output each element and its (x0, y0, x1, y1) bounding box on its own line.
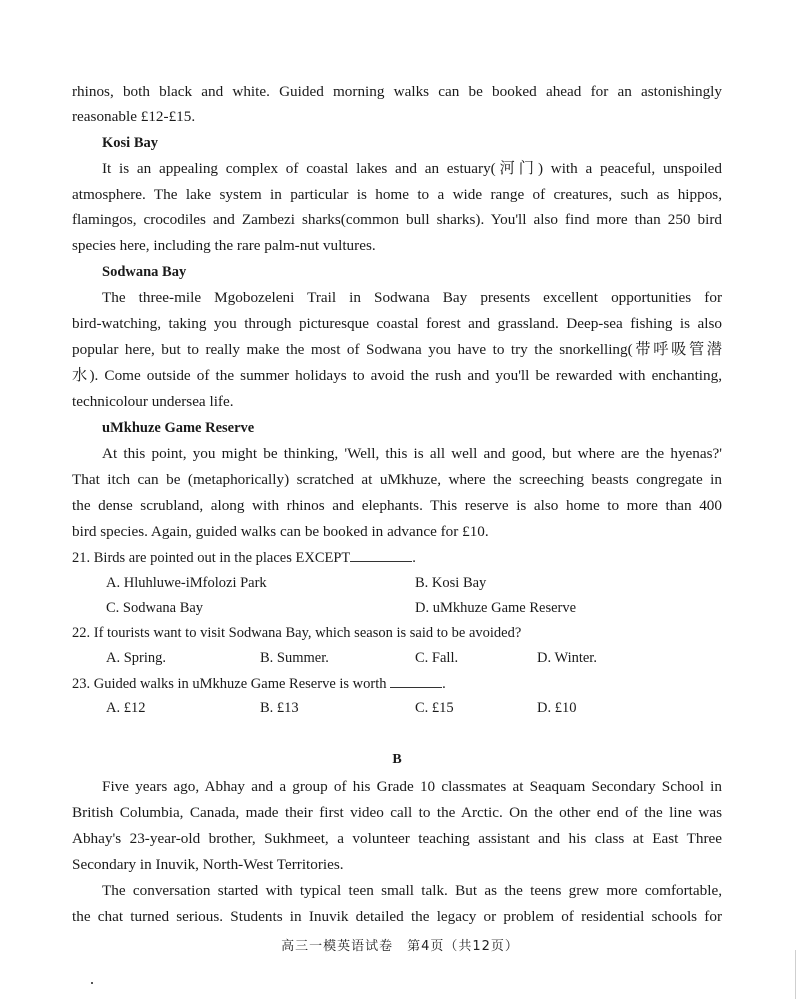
option-22-d: D. Winter. (537, 650, 597, 666)
passage-line: At this point, you might be thinking, 'Well, this is all well and good, but where are the hyenas?' (102, 445, 722, 462)
passage-line: reasonable £12-£15. (72, 108, 196, 125)
question-22 (72, 623, 521, 643)
passage-line: species here, including the rare palm-nut vultures. (72, 237, 376, 254)
passage-line: bird-watching, taking you through picturesque coastal forest and grassland. Deep-sea fishing is also (72, 315, 722, 332)
answer-blank (390, 673, 442, 688)
passage-line: rhinos, both black and white. Guided morning walks can be booked ahead for an astonishingly (72, 83, 722, 100)
section-label-b: B (392, 752, 402, 767)
passage-line: Abhay's 23-year-old brother, Sukhmeet, a volunteer teaching assistant and his class at East Three (72, 830, 722, 847)
passage-line: the dense scrubland, along with rhinos and elephants. This reserve is also home to more than 400 (72, 497, 722, 514)
answer-blank (350, 547, 412, 562)
question-stem: If tourists want to visit Sodwana Bay, which season is said to be avoided? (93, 625, 522, 641)
section-heading-kosi-bay: Kosi Bay (102, 135, 158, 151)
section-heading-umkhuze: uMkhuze Game Reserve (102, 420, 255, 436)
option-22-b: B. Summer. (260, 650, 329, 666)
passage-line: Five years ago, Abhay and a group of his Grade 10 classmates at Seaquam Secondary School in (102, 778, 722, 795)
question-23 (72, 673, 446, 694)
option-23-a: A. £12 (106, 700, 146, 716)
option-21-a: A. Hluhluwe-iMfolozi Park (106, 575, 267, 591)
section-heading-sodwana-bay: Sodwana Bay (102, 264, 187, 280)
passage-line: Secondary in Inuvik, North-West Territories. (72, 856, 344, 873)
option-22-c: C. Fall. (415, 650, 459, 666)
passage-line: The conversation started with typical teen small talk. But as the teens grew more comfortable, (102, 882, 722, 899)
option-22-a: A. Spring. (106, 650, 167, 666)
passage-line: That itch can be (metaphorically) scratched at uMkhuze, where the screeching beasts congregate in (72, 471, 722, 488)
question-number: 21. (72, 550, 91, 566)
passage-line: The three-mile Mgobozeleni Trail in Sodwana Bay presents excellent opportunities for (102, 289, 722, 306)
question-stem: Guided walks in uMkhuze Game Reserve is worth (93, 676, 387, 692)
page-footer: 高三一模英语试卷 第4页（共12页） (281, 939, 519, 954)
question-number: 22. (72, 625, 91, 641)
scan-edge-mark (795, 950, 796, 999)
scan-speck (91, 982, 93, 984)
question-stem-end: . (442, 676, 446, 692)
passage-line: the chat turned serious. Students in Inuvik detailed the legacy or problem of residential schools for (72, 908, 722, 925)
option-23-c: C. £15 (415, 700, 454, 716)
passage-line: flamingos, crocodiles and Zambezi sharks(common bull sharks). You'll also find more than 250 bird (72, 211, 722, 228)
option-21-d: D. uMkhuze Game Reserve (415, 600, 577, 616)
question-stem-end: . (412, 550, 416, 566)
option-21-b: B. Kosi Bay (415, 575, 487, 591)
option-21-c: C. Sodwana Bay (106, 600, 204, 616)
passage-line: It is an appealing complex of coastal lakes and an estuary(河门) with a peaceful, unspoiled (102, 160, 722, 177)
passage-line: atmosphere. The lake system in particular is home to a wide range of creatures, such as hippos, (72, 186, 722, 203)
option-23-d: D. £10 (537, 700, 577, 716)
question-21 (72, 547, 416, 568)
passage-line: British Columbia, Canada, made their first video call to the Arctic. On the other end of the line was (72, 804, 722, 821)
question-stem: Birds are pointed out in the places EXCEPT (93, 550, 351, 566)
option-23-b: B. £13 (260, 700, 299, 716)
passage-line: bird species. Again, guided walks can be booked in advance for £10. (72, 523, 489, 540)
question-number: 23. (72, 676, 91, 692)
passage-line: 水). Come outside of the summer holidays to avoid the rush and you'll be rewarded with enchanting, (72, 367, 722, 384)
passage-line: technicolour undersea life. (72, 393, 234, 410)
passage-line: popular here, but to really make the most of Sodwana you have to try the snorkelling(带呼吸管潜 (72, 341, 722, 358)
